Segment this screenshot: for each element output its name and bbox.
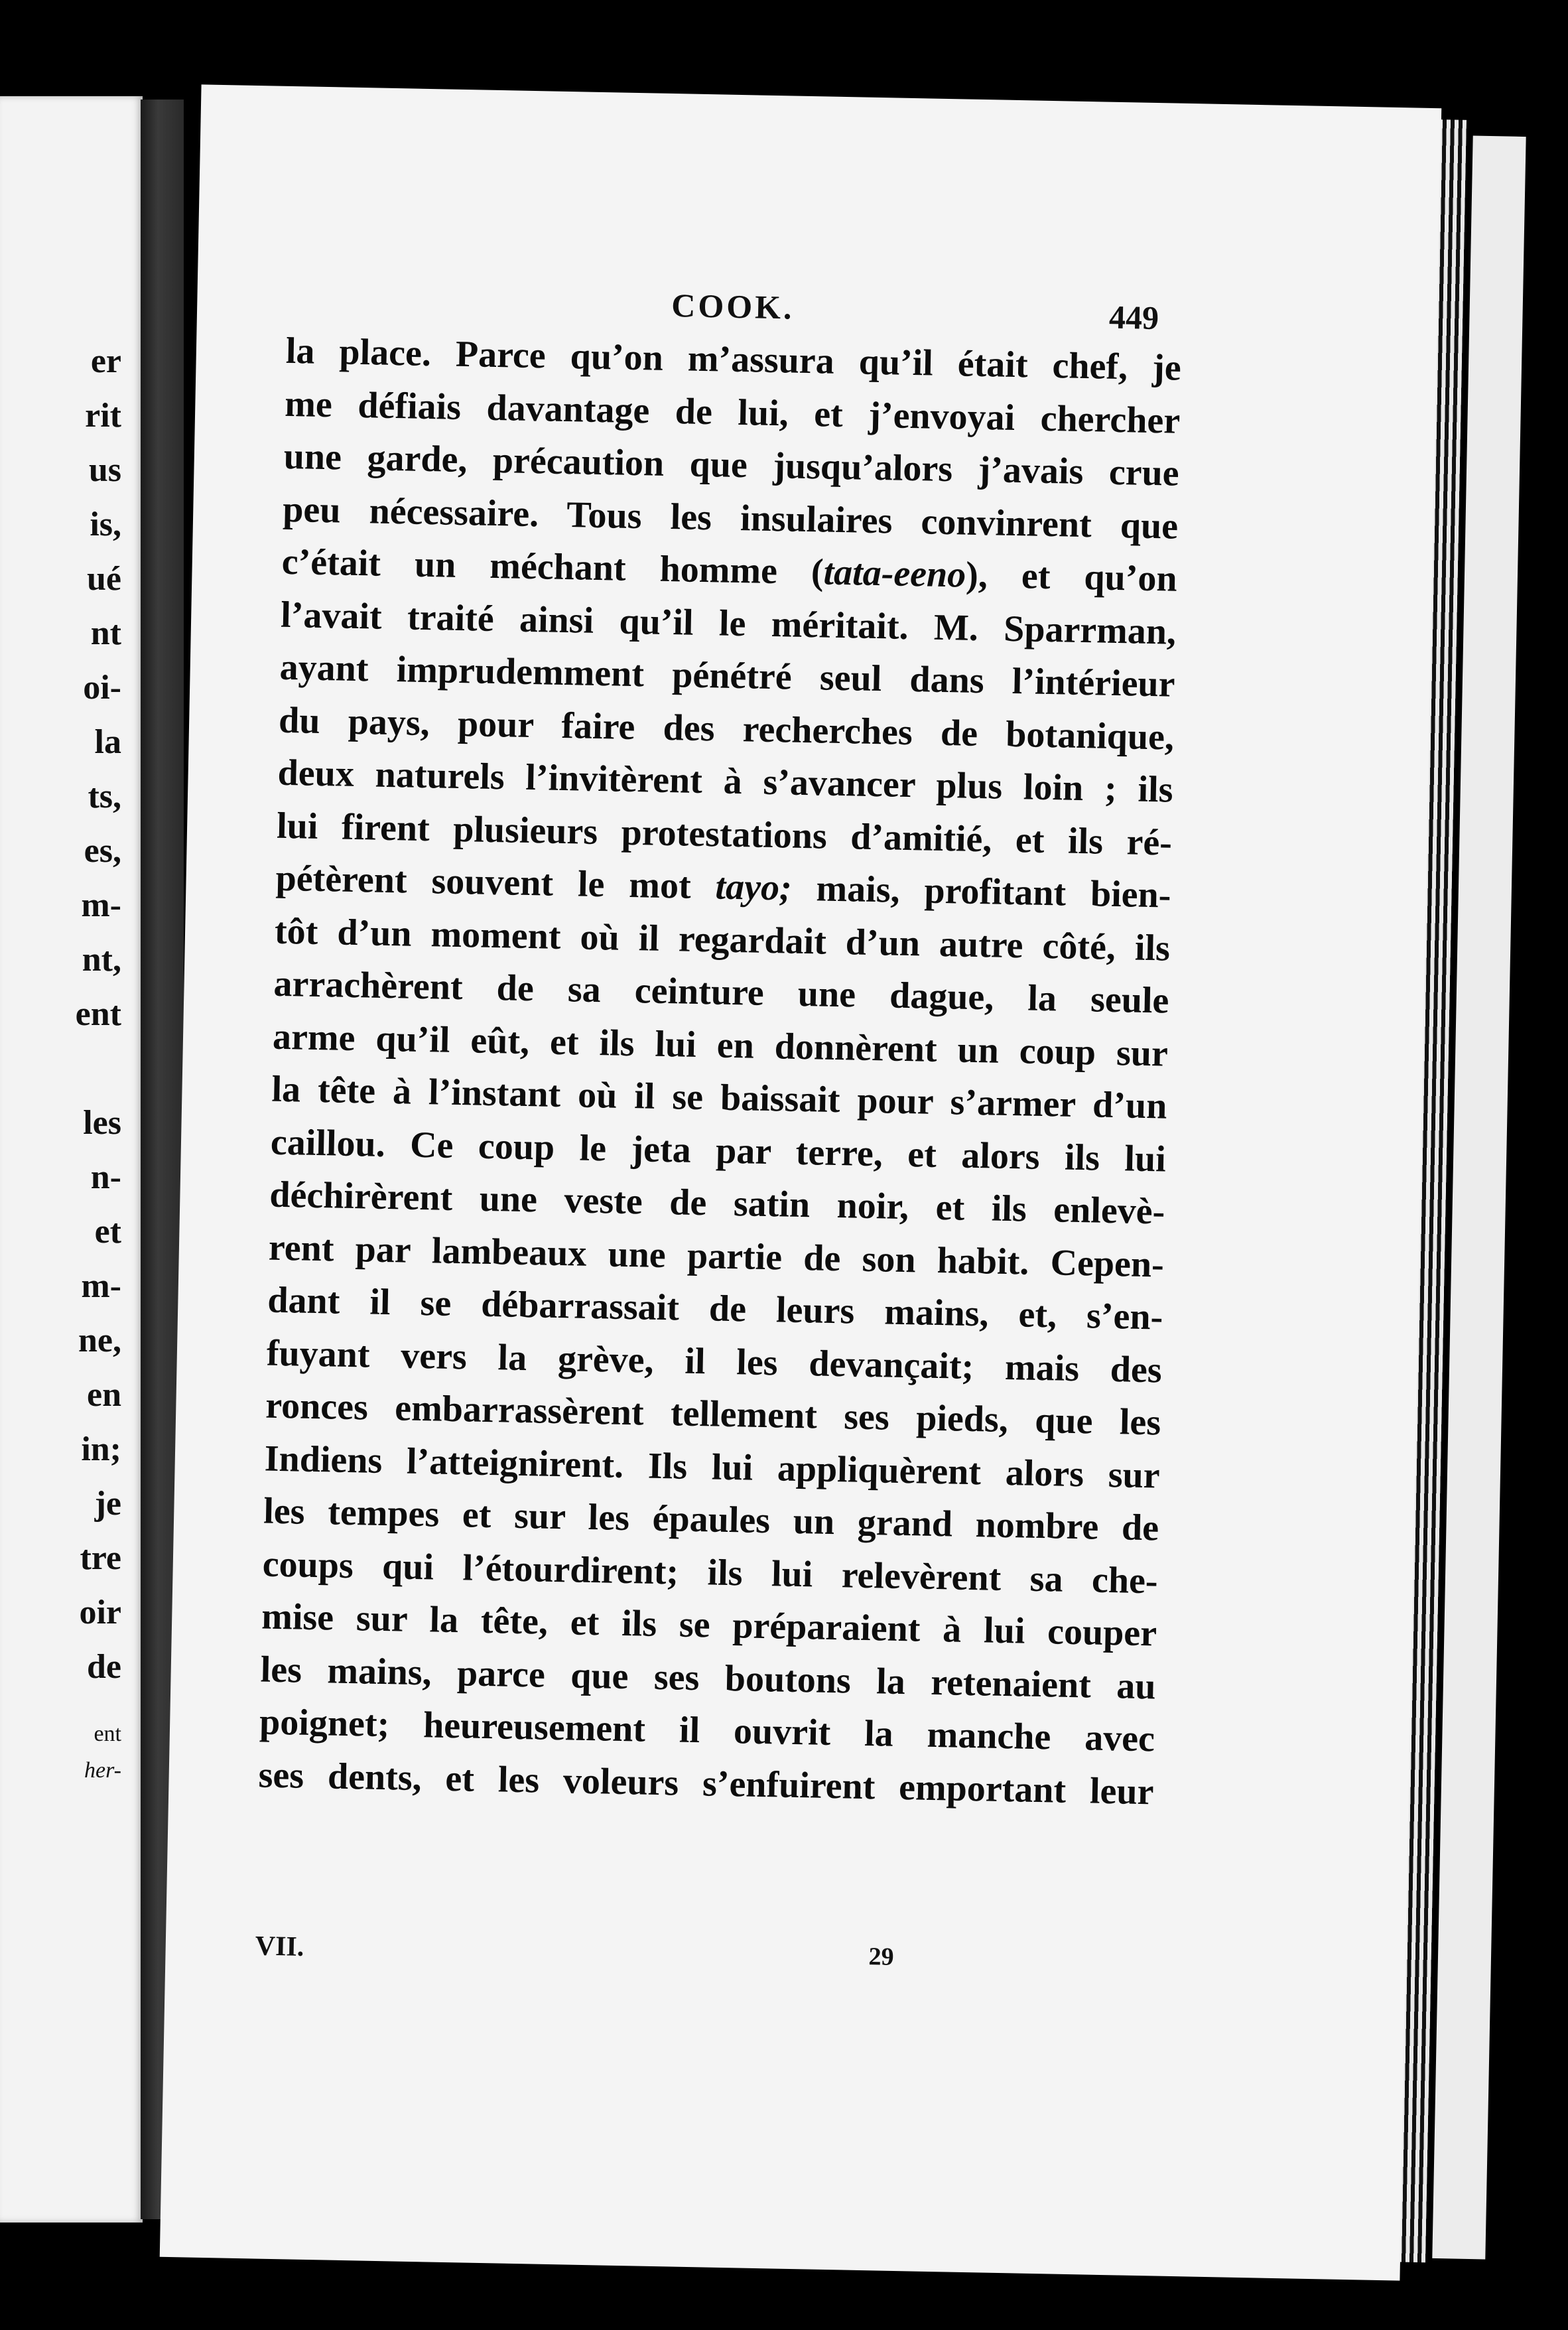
left-page-line-fragment: ne, (78, 1322, 121, 1359)
left-page-line-fragment: rit (85, 397, 121, 435)
text-line: fuyant vers la grève, il les devançait; mais des (266, 1332, 1163, 1391)
text-line: arme qu’il eût, et ils lui en donnèrent un coup sur (272, 1016, 1169, 1075)
left-page-line-fragment: m- (81, 1267, 121, 1305)
left-page-line-fragment: je (94, 1485, 121, 1523)
book-page (160, 84, 1442, 2280)
text-line: arrachèrent de sa ceinture une dague, la seule (273, 963, 1169, 1022)
left-page-line-fragment: de (87, 1648, 121, 1686)
left-page-line-fragment: tre (80, 1539, 121, 1577)
text-line: dant il se débarrassait de leurs mains, et, s’en- (267, 1279, 1163, 1338)
text-line: déchirèrent une veste de satin noir, et ils enlevè- (269, 1174, 1165, 1233)
left-page-line-fragment: en (87, 1376, 121, 1414)
left-page-line-fragment: us (88, 451, 121, 489)
left-page-footnote-fragment: her- (84, 1758, 121, 1783)
left-page-line-fragment: m- (81, 886, 121, 924)
folio-number: 29 (868, 1943, 895, 1971)
text-line: me défiais davantage de lui, et j’envoyai chercher (284, 383, 1181, 442)
left-page-fragment (0, 96, 143, 2223)
text-line: peu nécessaire. Tous les insulaires convinrent que (282, 488, 1179, 547)
text-line: la place. Parce qu’on m’assura qu’il était chef, je (285, 330, 1182, 389)
left-page-line-fragment: es, (84, 832, 121, 870)
text-line: lui firent plusieurs protestations d’amitié, et ils ré- (276, 805, 1173, 864)
left-page-line-fragment: les (83, 1104, 121, 1142)
text-line: rent par lambeaux une partie de son habit. Cepen- (268, 1227, 1165, 1286)
text-line: du pays, pour faire des recherches de botanique, (278, 699, 1175, 758)
text-line: ayant imprudemment pénétré seul dans l’intérieur (279, 646, 1176, 705)
left-page-line-fragment: la (94, 723, 121, 761)
text-line: la tête à l’instant où il se baissait pour s’armer d’un (271, 1068, 1167, 1127)
left-page-line-fragment: er (90, 342, 121, 380)
left-page-line-fragment: nt, (82, 941, 121, 979)
body-text (258, 325, 1181, 1819)
text-line: ronces embarrassèrent tellement ses pieds, que les (265, 1385, 1161, 1444)
text-line: l’avait traité ainsi qu’il le méritait. M. Sparrman, (280, 594, 1177, 653)
running-head: COOK. (671, 287, 795, 326)
italic-term: tayo; (715, 866, 793, 909)
left-page-line-fragment: ts, (88, 778, 121, 815)
text-line: pétèrent souvent le mot tayo; mais, profitant bien- (275, 857, 1172, 916)
left-page-footnote-fragment: ent (94, 1722, 121, 1746)
left-page-line-fragment: oi- (83, 669, 121, 707)
text-line: ses dents, et les voleurs s’enfuirent emportant leur (258, 1753, 1155, 1813)
text-line: deux naturels l’invitèrent à s’avancer plus loin ; ils (277, 752, 1174, 811)
text-line: caillou. Ce coup le jeta par terre, et alors ils lui (270, 1121, 1167, 1180)
text-line: coups qui l’étourdirent; ils lui relevèrent sa che- (262, 1543, 1159, 1602)
text-line: tôt d’un moment où il regardait d’un autre côté, ils (274, 910, 1171, 969)
left-page-line-fragment: ué (87, 560, 121, 598)
text-line: les mains, parce que ses boutons la retenaient au (260, 1649, 1157, 1707)
text-line: une garde, précaution que jusqu’alors j’avais crue (283, 435, 1180, 494)
left-page-line-fragment: et (94, 1213, 121, 1251)
left-page-line-fragment: ent (75, 995, 121, 1033)
page-number: 449 (1108, 298, 1159, 337)
left-page-line-fragment: n- (90, 1158, 121, 1196)
text-line: mise sur la tête, et ils se préparaient à lui couper (261, 1596, 1157, 1655)
signature-mark: VII. (255, 1931, 304, 1962)
left-page-line-fragment: oir (79, 1594, 121, 1631)
text-line: c’était un méchant homme (tata-eeno), et qu’on (281, 541, 1178, 600)
text-line: Indiens l’atteignirent. Ils lui appliquèrent alors sur (264, 1438, 1161, 1496)
text-line: les tempes et sur les épaules un grand nombre de (263, 1490, 1159, 1549)
left-page-line-fragment: nt (90, 614, 121, 652)
left-page-line-fragment: is, (90, 506, 121, 543)
text-line: poignet; heureusement il ouvrit la manche avec (259, 1701, 1155, 1760)
italic-term: tata-eeno (823, 551, 966, 596)
left-page-line-fragment: in; (81, 1430, 121, 1468)
